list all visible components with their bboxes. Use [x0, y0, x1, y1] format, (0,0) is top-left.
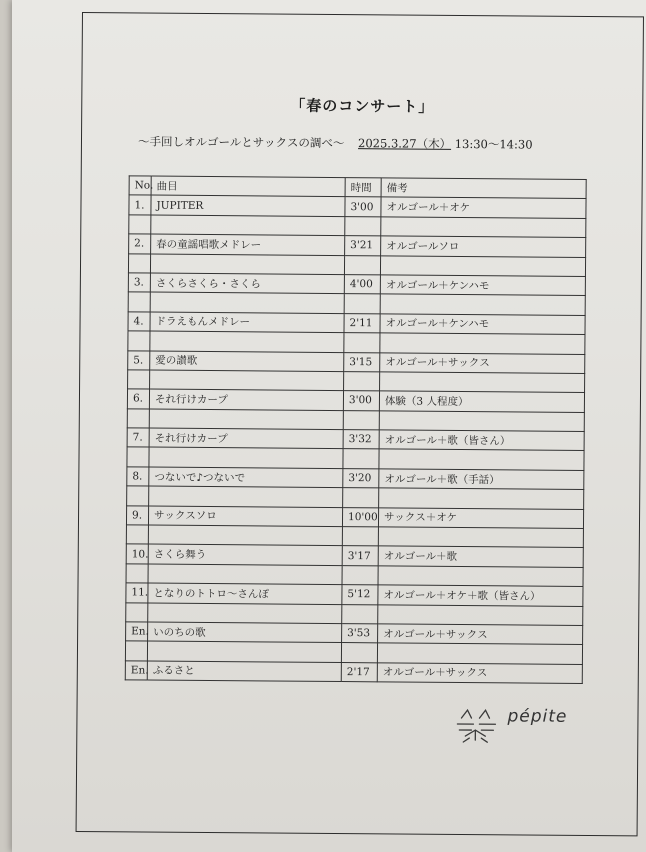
spacer-cell	[149, 448, 343, 469]
cell-no: 2.	[129, 234, 151, 254]
cell-title: サックスソロ	[148, 506, 342, 527]
cell-title: つないで♪つないで	[149, 467, 343, 488]
cell-no: 9.	[126, 506, 148, 526]
cell-title: 春の童謡唱歌メドレー	[151, 234, 345, 255]
cell-title: さくら舞う	[148, 544, 342, 565]
cell-no: En.	[125, 661, 147, 681]
spacer-cell	[150, 370, 344, 391]
cell-title: それ行けカープ	[149, 389, 343, 410]
spacer-cell	[378, 566, 583, 587]
cell-title: いのちの歌	[148, 622, 342, 643]
spacer-cell	[128, 253, 150, 273]
spacer-cell	[125, 641, 147, 661]
cell-note: オルゴール＋ケンハモ	[380, 275, 585, 296]
cell-time: 3'53	[342, 624, 378, 644]
cell-title: JUPITER	[151, 195, 345, 216]
cell-time: 3'15	[344, 352, 380, 372]
cell-title: ふるさと	[147, 661, 341, 682]
cell-note: オルゴール＋オケ	[381, 197, 586, 218]
cell-note: オルゴール＋サックス	[378, 624, 583, 645]
header-note: 備考	[381, 178, 586, 199]
cell-no: 1.	[129, 195, 151, 215]
spacer-cell	[380, 333, 585, 354]
spacer-cell	[148, 525, 342, 546]
spacer-cell	[129, 215, 151, 235]
cell-time: 3'00	[345, 197, 381, 217]
spacer-cell	[147, 641, 341, 662]
spacer-cell	[344, 255, 380, 275]
spacer-cell	[344, 294, 380, 314]
setlist-body	[125, 195, 586, 683]
header-time: 時間	[345, 178, 381, 198]
spacer-cell	[127, 409, 149, 429]
spacer-cell	[378, 527, 583, 548]
spacer-cell	[149, 409, 343, 430]
cell-no: 10.	[126, 544, 148, 564]
cell-title: さくらさくら・さくら	[150, 273, 344, 294]
spacer-cell	[128, 331, 150, 351]
cell-time: 2'17	[341, 662, 377, 682]
event-datetime	[358, 136, 533, 151]
cell-no: 4.	[128, 312, 150, 332]
spacer-cell	[380, 372, 585, 393]
spacer-cell	[126, 602, 148, 622]
spacer-cell	[148, 603, 342, 624]
cell-time: 4'00	[344, 275, 380, 295]
spacer-cell	[128, 292, 150, 312]
cell-note: オルゴール＋歌（皆さん）	[379, 430, 584, 451]
spacer-cell	[127, 447, 149, 467]
cell-no: 3.	[128, 273, 150, 293]
cell-time: 2'11	[344, 313, 380, 333]
event-date: 2025.3.27（木）	[358, 136, 452, 151]
cell-no: 6.	[127, 389, 149, 409]
spacer-cell	[343, 449, 379, 469]
subtitle-text: ～手回しオルゴールとサックスの調べ～	[137, 134, 345, 151]
cell-no: 7.	[127, 428, 149, 448]
cell-note: オルゴールソロ	[381, 236, 586, 257]
spacer-cell	[377, 643, 582, 664]
spacer-cell	[342, 604, 378, 624]
cell-time: 3'00	[343, 391, 379, 411]
logo-text: pépite	[507, 706, 568, 727]
page-subtitle	[138, 133, 533, 152]
cell-no: 5.	[128, 350, 150, 370]
spacer-cell	[344, 333, 380, 353]
cell-time: 3'17	[342, 546, 378, 566]
spacer-cell	[342, 565, 378, 585]
cell-no: 11.	[126, 583, 148, 603]
cell-note: オルゴール＋サックス	[377, 663, 582, 684]
spacer-cell	[126, 564, 148, 584]
table-row	[125, 661, 582, 684]
spacer-cell	[149, 486, 343, 507]
spacer-cell	[342, 527, 378, 547]
event-time: 13:30～14:30	[454, 136, 533, 152]
cell-title: それ行けカープ	[149, 428, 343, 449]
cell-no: 8.	[127, 467, 149, 487]
header-no: No.	[129, 176, 151, 196]
spacer-cell	[341, 643, 377, 663]
cell-time: 5'12	[342, 585, 378, 605]
spacer-cell	[380, 255, 585, 276]
cell-note: オルゴール＋歌（手話）	[379, 469, 584, 490]
spacer-cell	[379, 411, 584, 432]
cell-title: 愛の讃歌	[150, 351, 344, 372]
cell-note: サックス＋オケ	[378, 507, 583, 528]
spacer-cell	[345, 216, 381, 236]
spacer-cell	[150, 292, 344, 313]
cell-note: 体験（3 人程度）	[379, 391, 584, 412]
spacer-cell	[378, 604, 583, 625]
page-title: 「春のコンサート」	[290, 96, 435, 116]
spacer-cell	[379, 488, 584, 509]
cell-time: 10'00	[342, 507, 378, 527]
spacer-cell	[380, 294, 585, 315]
cell-time: 3'20	[343, 468, 379, 488]
spacer-cell	[127, 486, 149, 506]
spacer-cell	[343, 410, 379, 430]
page-frame	[76, 12, 644, 836]
cell-no: En.	[126, 622, 148, 642]
cell-title: ドラえもんメドレー	[150, 312, 344, 333]
setlist-table	[125, 175, 587, 684]
document-sheet	[12, 0, 646, 852]
spacer-cell	[379, 449, 584, 470]
spacer-cell	[126, 525, 148, 545]
cell-note: オルゴール＋オケ＋歌（皆さん）	[378, 585, 583, 606]
spacer-cell	[381, 217, 586, 238]
cell-time: 3'32	[343, 430, 379, 450]
spacer-cell	[151, 215, 345, 236]
cell-time: 3'21	[345, 236, 381, 256]
spacer-cell	[343, 488, 379, 508]
spacer-cell	[148, 564, 342, 585]
cell-note: オルゴール＋歌	[378, 546, 583, 567]
spacer-cell	[344, 371, 380, 391]
cell-title: となりのトトロ～さんぽ	[148, 583, 342, 604]
spacer-cell	[150, 254, 344, 275]
spacer-cell	[128, 370, 150, 390]
spacer-cell	[150, 331, 344, 352]
cell-note: オルゴール＋サックス	[380, 352, 585, 373]
cell-note: オルゴール＋ケンハモ	[380, 314, 585, 335]
header-title: 曲目	[151, 176, 345, 197]
